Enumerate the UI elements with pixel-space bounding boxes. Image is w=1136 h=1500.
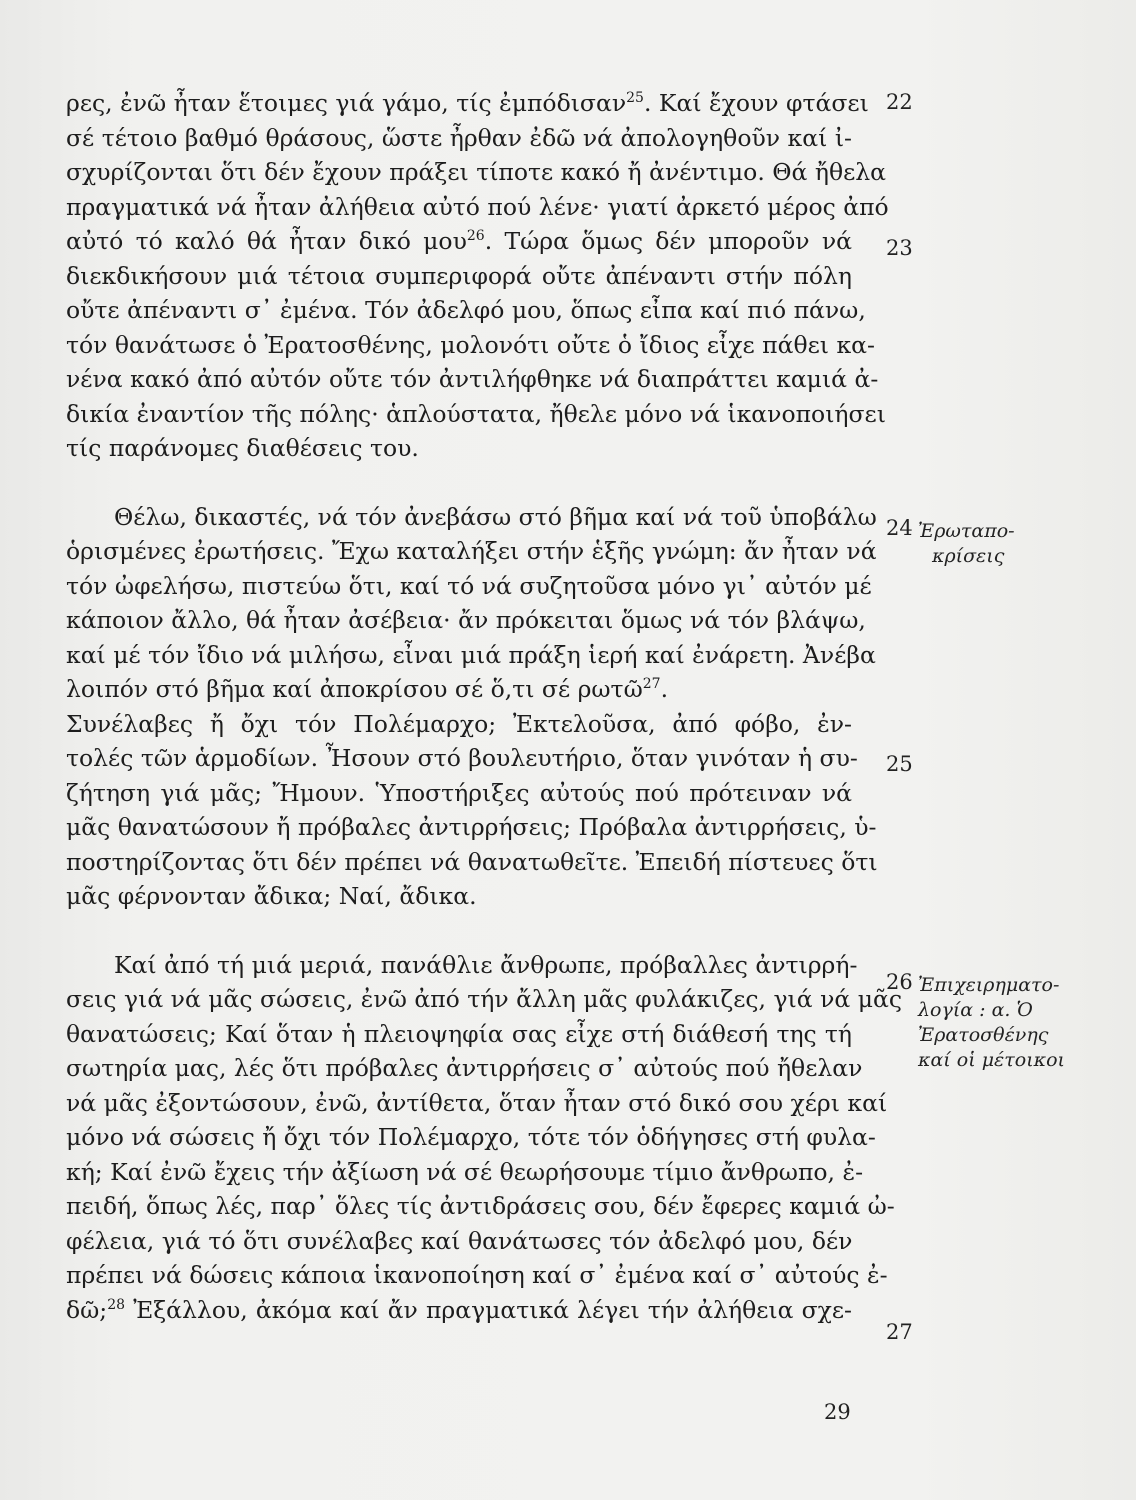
text-line: μόνο νά σώσεις ἤ ὄχι τόν Πολέμαρχο, τότε τόν ὁδήγησες στή φυλα- xyxy=(66,1123,876,1151)
margin-note-erotapokriseis: Ἐρωταπο- κρίσεις xyxy=(918,520,1015,567)
margin-note-epicheirimatologia: Ἐπιχειρηματο- λογία : α. Ὁ Ἐρατοσθένης καί οἱ μέτοικοι xyxy=(918,974,1065,1071)
footnote-marker: 27 xyxy=(642,676,661,692)
text-line: πραγματικά νά ἦταν ἀλήθεια αὐτό πού λένε· γιατί ἀρκετό μέρος ἀπό xyxy=(66,192,889,221)
text-line: νά μᾶς ἐξοντώσουν, ἐνῶ, ἀντίθετα, ὅταν ἦταν στό δικό σου χέρι καί xyxy=(66,1088,888,1117)
text-line: ζήτηση γιά μᾶς; Ἤμουν. Ὑποστήριξες αὐτούς πού πρότειναν νά xyxy=(66,778,852,807)
text-line: λοιπόν στό βῆμα καί ἀποκρίσου σέ ὅ,τι σέ ρωτῶ$^{27}$. xyxy=(66,675,669,703)
page-number: 29 xyxy=(824,1400,851,1424)
text-line: σχυρίζονται ὅτι δέν ἔχουν πράξει τίποτε κακό ἤ ἀνέντιμο. Θά ἤθελα xyxy=(66,158,887,186)
text-line: τόν ὠφελήσω, πιστεύω ὅτι, καί τό νά συζητοῦσα μόνο γι᾽ αὐτόν μέ xyxy=(66,571,872,600)
paragraph-gap xyxy=(66,914,852,948)
text-line: πρέπει νά δώσεις κάποια ἱκανοποίηση καί σ᾽ ἐμένα καί σ᾽ αὐτούς ἐ- xyxy=(66,1261,888,1289)
section-number-22: 22 xyxy=(886,90,913,114)
section-number-26: 26 xyxy=(886,970,913,994)
text-line: ὁρισμένες ἐρωτήσεις. Ἔχω καταλήξει στήν ἑξῆς γνώμη: ἄν ἦταν νά xyxy=(66,537,877,565)
section-number-27: 27 xyxy=(886,1320,913,1344)
text-line: τόν θανάτωσε ὁ Ἐρατοσθένης, μολονότι οὔτε ὁ ἴδιος εἶχε πάθει κα- xyxy=(66,330,875,359)
text-line: αὐτό τό καλό θά ἦταν δικό μου$^{26}$. Τώρα ὅμως δέν μποροῦν νά xyxy=(66,227,852,255)
text-line: οὔτε ἀπέναντι σ᾽ ἐμένα. Τόν ἀδελφό μου, ὅπως εἶπα καί πιό πάνω, xyxy=(66,296,866,324)
section-number-23: 23 xyxy=(886,236,913,260)
text-line: κή; Καί ἐνῶ ἔχεις τήν ἀξίωση νά σέ θεωρήσουμε τίμιο ἄνθρωπο, ἐ- xyxy=(66,1157,864,1186)
footnote-marker: 28 xyxy=(107,1296,126,1313)
text-line: τίς παράνομες διαθέσεις του. xyxy=(66,434,419,462)
section-number-24: 24 xyxy=(886,516,913,540)
text-line: σεις γιά νά μᾶς σώσεις, ἐνῶ ἀπό τήν ἄλλη μᾶς φυλάκιζες, γιά νά μᾶς xyxy=(66,985,903,1013)
text-line: ποστηρίζοντας ὅτι δέν πρέπει νά θανατωθεῖτε. Ἐπειδή πίστευες ὅτι xyxy=(66,847,878,876)
text-line: κάποιον ἄλλο, θά ἦταν ἀσέβεια· ἄν πρόκειται ὅμως νά τόν βλάψω, xyxy=(66,606,866,634)
text-line: θανατώσεις; Καί ὅταν ἡ πλειοψηφία σας εἶχε στή διάθεσή της τή xyxy=(66,1019,852,1048)
text-line: πειδή, ὅπως λές, παρ᾽ ὅλες τίς ἀντιδράσεις σου, δέν ἔφερες καμιά ὠ- xyxy=(66,1192,895,1220)
text-line: δῶ;$^{28}$ Ἐξάλλου, ἀκόμα καί ἄν πραγματικά λέγει τήν ἀλήθεια σχε- xyxy=(66,1295,852,1324)
text-line: σωτηρία μας, λές ὅτι πρόβαλες ἀντιρρήσεις σ᾽ αὐτούς πού ἤθελαν xyxy=(66,1054,863,1082)
text-line: φέλεια, γιά τό ὅτι συνέλαβες καί θανάτωσες τόν ἀδελφό μου, δέν xyxy=(66,1226,853,1255)
text-line: δικία ἐναντίον τῆς πόλης· ἁπλούστατα, ἤθελε μόνο νά ἱκανοποιήσει xyxy=(66,399,886,428)
text-line: καί μέ τόν ἴδιο νά μιλήσω, εἶναι μιά πράξη ἱερή καί ἐνάρετη. Ἀνέβα xyxy=(66,640,876,669)
paragraph-gap xyxy=(66,466,852,500)
text-line: Καί ἀπό τή μιά μεριά, πανάθλιε ἄνθρωπε, πρόβαλλες ἀντιρρή- xyxy=(114,950,858,979)
text-line: ρες, ἐνῶ ἦταν ἕτοιμες γιά γάμο, τίς ἐμπόδισαν$^{25}$. Καί ἔχουν φτάσει xyxy=(66,89,869,117)
text-line: Συνέλαβες ἤ ὄχι τόν Πολέμαρχο; Ἐκτελοῦσα, ἀπό φόβο, ἐν- xyxy=(66,709,852,738)
text-line: τολές τῶν ἁρμοδίων. Ἦσουν στό βουλευτήριο, ὅταν γινόταν ἡ συ- xyxy=(66,744,858,772)
text-line: νένα κακό ἀπό αὐτόν οὔτε τόν ἀντιλήφθηκε νά διαπράττει καμιά ἀ- xyxy=(66,365,879,393)
text-line: διεκδικήσουν μιά τέτοια συμπεριφορά οὔτε ἀπέναντι στήν πόλη xyxy=(66,261,852,290)
paragraph-1 xyxy=(66,86,889,466)
text-line: μᾶς θανατώσουν ἤ πρόβαλες ἀντιρρήσεις; Πρόβαλα ἀντιρρήσεις, ὑ- xyxy=(66,813,877,841)
section-number-25: 25 xyxy=(886,752,913,776)
text-line: μᾶς φέρνονταν ἄδικα; Ναί, ἄδικα. xyxy=(66,882,477,910)
text-line: σέ τέτοιο βαθμό θράσους, ὥστε ἦρθαν ἐδῶ νά ἀπολογηθοῦν καί ἰ- xyxy=(66,123,852,152)
paragraph-2 xyxy=(66,500,878,914)
text-line: Θέλω, δικαστές, νά τόν ἀνεβάσω στό βῆμα καί νά τοῦ ὑποβάλω xyxy=(114,502,877,531)
footnote-marker: 26 xyxy=(466,228,485,244)
footnote-marker: 25 xyxy=(626,90,644,106)
